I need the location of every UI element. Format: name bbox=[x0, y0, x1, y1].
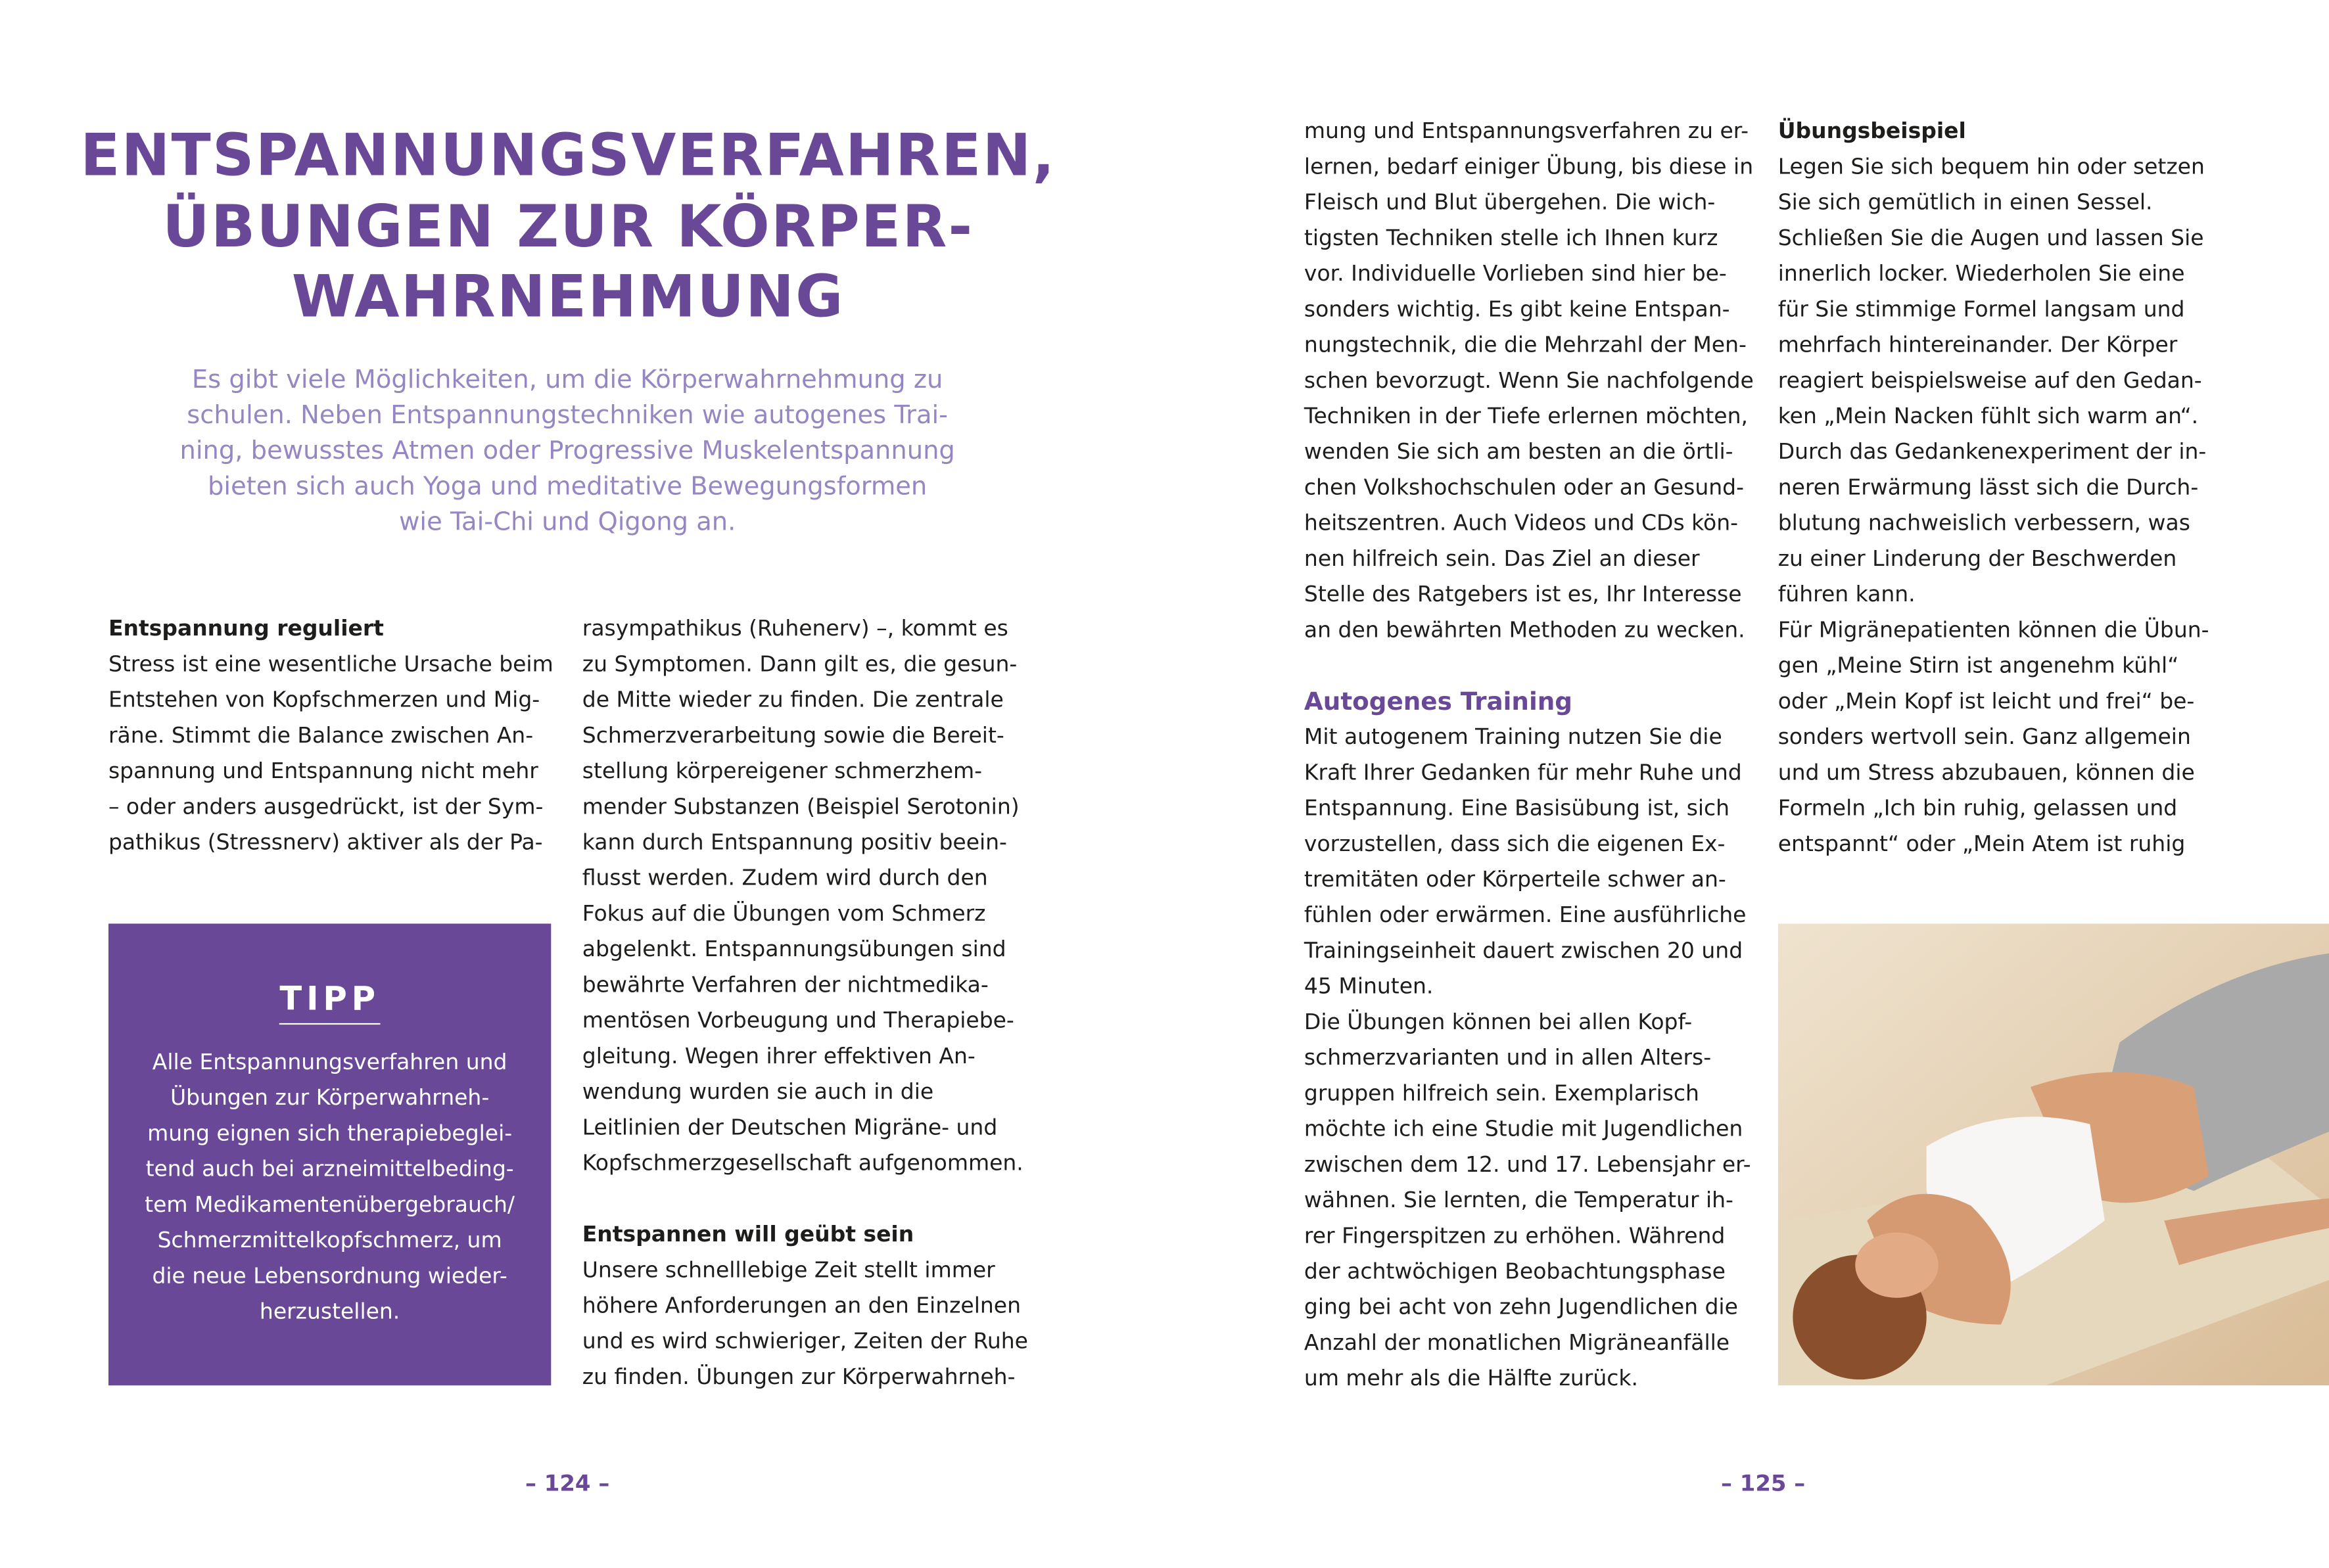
body-line: ken „Mein Nacken fühlt sich warm an“. bbox=[1777, 404, 2199, 430]
body-line: an den bewährten Methoden zu wecken. bbox=[1304, 617, 1745, 643]
tip-line: die neue Lebensordnung wieder- bbox=[152, 1263, 507, 1289]
body-line: blutung nachweislich verbessern, was bbox=[1777, 511, 2190, 536]
body-line: innerlich locker. Wiederholen Sie eine bbox=[1777, 261, 2185, 287]
title-line: WAHRNEHMUNG bbox=[291, 264, 845, 331]
body-line: Sie sich gemütlich in einen Sessel. bbox=[1777, 190, 2153, 216]
body-line: wenden Sie sich am besten an die örtli- bbox=[1304, 439, 1733, 465]
tip-line: tem Medikamentenübergebrauch/ bbox=[145, 1192, 515, 1218]
body-line: neren Erwärmung lässt sich die Durch- bbox=[1777, 475, 2199, 501]
body-line: rasympathikus (Ruhenerv) –, kommt es bbox=[582, 616, 1008, 642]
body-line: schmerzvarianten und in allen Alters- bbox=[1304, 1045, 1712, 1071]
body-line: vor. Individuelle Vorlieben sind hier be- bbox=[1304, 261, 1727, 287]
body-line: für Sie stimmige Formel langsam und bbox=[1777, 296, 2185, 323]
body-line: Für Migränepatienten können die Übun- bbox=[1777, 617, 2209, 643]
body-line: tremitäten oder Körperteile schwer an- bbox=[1304, 867, 1726, 893]
column-3 bbox=[1304, 114, 1772, 1397]
body-line: stellung körpereigener schmerzhem- bbox=[582, 758, 983, 785]
body-line: Entspannung. Eine Basisübung ist, sich bbox=[1304, 796, 1730, 821]
body-line: Stelle des Ratgebers ist es, Ihr Interesse bbox=[1304, 582, 1742, 608]
body-line: um mehr als die Hälfte zurück. bbox=[1304, 1366, 1638, 1392]
chapter-title bbox=[59, 122, 1077, 333]
body-line: wendung wurden sie auch in die bbox=[582, 1079, 934, 1105]
tip-line: Übungen zur Körperwahrneh- bbox=[170, 1085, 490, 1111]
body-line: führen kann. bbox=[1777, 582, 1916, 608]
column-2 bbox=[582, 612, 1050, 1396]
body-line: der achtwöchigen Beobachtungsphase bbox=[1304, 1259, 1726, 1285]
body-line: Legen Sie sich bequem hin oder setzen bbox=[1777, 154, 2205, 180]
intro-line: Es gibt viele Möglichkeiten, um die Körperwahrnehmung zu bbox=[191, 365, 943, 396]
body-line: lernen, bedarf einiger Übung, bis diese in bbox=[1304, 154, 1754, 180]
body-line: gen „Meine Stirn ist angenehm kühl“ bbox=[1777, 653, 2179, 679]
body-line: wähnen. Sie lernten, die Temperatur ih- bbox=[1304, 1188, 1733, 1214]
body-line: gleitung. Wegen ihrer effektiven An- bbox=[582, 1044, 976, 1069]
intro-line: ning, bewusstes Atmen oder Progressive Muskelentspannung bbox=[179, 436, 955, 467]
body-line: Kraft Ihrer Gedanken für mehr Ruhe und bbox=[1304, 760, 1742, 786]
tip-line: Schmerzmittelkopfschmerz, um bbox=[157, 1228, 502, 1254]
body-line: zu finden. Übungen zur Körperwahrneh- bbox=[582, 1364, 1016, 1390]
tip-line: herzustellen. bbox=[259, 1299, 400, 1325]
body-line: Anzahl der monatlichen Migräneanfälle bbox=[1304, 1330, 1730, 1356]
body-line: zu Symptomen. Dann gilt es, die gesun- bbox=[582, 651, 1018, 678]
body-line: räne. Stimmt die Balance zwischen An- bbox=[108, 723, 534, 749]
body-line: Entstehen von Kopfschmerzen und Mig- bbox=[108, 687, 540, 713]
body-line: mentösen Vorbeugung und Therapiebe- bbox=[582, 1008, 1014, 1034]
body-line: Trainingseinheit dauert zwischen 20 und bbox=[1304, 938, 1743, 964]
body-line: und es wird schwieriger, Zeiten der Ruhe bbox=[582, 1329, 1028, 1354]
body-line: kann durch Entspannung positiv beein- bbox=[582, 830, 1007, 856]
body-line: ging bei acht von zehn Jugendlichen die bbox=[1304, 1295, 1738, 1320]
woman-lying-on-mat-image bbox=[1778, 923, 2329, 1385]
intro-line: wie Tai-Chi und Qigong an. bbox=[399, 507, 736, 538]
body-line: gruppen hilfreich sein. Exemplarisch bbox=[1304, 1080, 1699, 1107]
body-line: bewährte Verfahren der nichtmedika- bbox=[582, 973, 989, 998]
body-line: Schmerzverarbeitung sowie die Bereit- bbox=[582, 723, 1004, 749]
body-line: abgelenkt. Entspannungsübungen sind bbox=[582, 936, 1006, 963]
body-line: spannung und Entspannung nicht mehr bbox=[108, 758, 538, 785]
paragraph-gap bbox=[1304, 649, 1772, 684]
body-line: möchte ich eine Studie mit Jugendlichen bbox=[1304, 1117, 1743, 1142]
body-line: – oder anders ausgedrückt, ist der Sym- bbox=[108, 794, 544, 820]
body-line: oder „Mein Kopf ist leicht und frei“ be- bbox=[1777, 689, 2195, 714]
body-line: vorzustellen, dass sich die eigenen Ex- bbox=[1304, 831, 1726, 857]
body-line: de Mitte wieder zu finden. Die zentrale bbox=[582, 687, 1004, 713]
body-line: Mit autogenem Training nutzen Sie die bbox=[1304, 724, 1722, 750]
body-line: pathikus (Stressnerv) aktiver als der Pa- bbox=[108, 830, 543, 856]
body-line: mender Substanzen (Beispiel Serotonin) bbox=[582, 794, 1020, 820]
body-line: flusst werden. Zudem wird durch den bbox=[582, 865, 988, 891]
tip-title: TIPP bbox=[279, 980, 379, 1025]
body-line: entspannt“ oder „Mein Atem ist ruhig bbox=[1777, 831, 2186, 857]
body-line: Durch das Gedankenexperiment der in- bbox=[1777, 439, 2207, 465]
column-1 bbox=[108, 612, 576, 862]
title-line: ENTSPANNUNGSVERFAHREN, bbox=[80, 123, 1056, 191]
tip-line: Alle Entspannungsverfahren und bbox=[152, 1049, 507, 1075]
body-line: mehrfach hintereinander. Der Körper bbox=[1777, 333, 2178, 358]
body-line: chen Volkshochschulen oder an Gesund- bbox=[1304, 475, 1744, 501]
body-line: tigsten Techniken stelle ich Ihnen kurz bbox=[1304, 225, 1718, 251]
body-line: schen bevorzugt. Wenn Sie nachfolgende bbox=[1304, 368, 1754, 394]
relaxation-photo bbox=[1778, 923, 2329, 1385]
tip-box bbox=[108, 923, 551, 1385]
body-line: Die Übungen können bei allen Kopf- bbox=[1304, 1009, 1693, 1035]
body-line: rer Fingerspitzen zu erhöhen. Während bbox=[1304, 1223, 1726, 1249]
body-line: heitszentren. Auch Videos und CDs kön- bbox=[1304, 511, 1739, 536]
body-line: Techniken in der Tiefe erlernen möchten, bbox=[1304, 404, 1748, 430]
intro-line: bieten sich auch Yoga und meditative Bewegungsformen bbox=[208, 472, 928, 502]
body-line: sonders wertvoll sein. Ganz allgemein bbox=[1777, 724, 2191, 750]
body-line: zu einer Linderung der Beschwerden bbox=[1777, 546, 2177, 572]
body-line: höhere Anforderungen an den Einzelnen bbox=[582, 1293, 1021, 1319]
page-number-left: – 124 – bbox=[525, 1470, 610, 1497]
body-line: Kopfschmerzgesellschaft aufgenommen. bbox=[582, 1151, 1023, 1176]
body-line: Formeln „Ich bin ruhig, gelassen und bbox=[1777, 796, 2178, 821]
tip-body bbox=[108, 1046, 551, 1331]
paragraph-gap bbox=[582, 1182, 1050, 1218]
body-line: mung und Entspannungsverfahren zu er- bbox=[1304, 118, 1749, 145]
body-line: nungstechnik, die die Mehrzahl der Men- bbox=[1304, 333, 1747, 358]
body-line: reagiert beispielsweise auf den Gedan- bbox=[1777, 368, 2202, 394]
body-line: Schließen Sie die Augen und lassen Sie bbox=[1777, 225, 2204, 251]
body-line: fühlen oder erwärmen. Eine ausführliche bbox=[1304, 902, 1747, 929]
section-heading: Entspannen will geübt sein bbox=[582, 1222, 914, 1248]
body-line: Unsere schnelllebige Zeit stellt immer bbox=[582, 1257, 995, 1283]
body-line: Fokus auf die Übungen vom Schmerz bbox=[582, 901, 986, 927]
body-line: zwischen dem 12. und 17. Lebensjahr er- bbox=[1304, 1152, 1751, 1178]
body-line: Fleisch und Blut übergehen. Die wich- bbox=[1304, 190, 1716, 216]
column-4 bbox=[1778, 114, 2246, 863]
body-line: Leitlinien der Deutschen Migräne- und bbox=[582, 1115, 998, 1141]
body-line: sonders wichtig. Es gibt keine Entspan- bbox=[1304, 296, 1730, 323]
tip-line: tend auch bei arzneimittelbeding- bbox=[145, 1157, 514, 1182]
intro-line: schulen. Neben Entspannungstechniken wie autogenes Trai- bbox=[187, 401, 949, 431]
body-line: Stress ist eine wesentliche Ursache beim bbox=[108, 651, 553, 678]
tip-line: mung eignen sich therapiebeglei- bbox=[147, 1120, 513, 1147]
section-heading: Übungsbeispiel bbox=[1777, 118, 1966, 145]
section-heading: Autogenes Training bbox=[1304, 687, 1572, 716]
title-line: ÜBUNGEN ZUR KÖRPER- bbox=[162, 193, 974, 261]
body-line: nen hilfreich sein. Das Ziel an dieser bbox=[1304, 546, 1700, 572]
body-line: und um Stress abzubauen, können die bbox=[1777, 760, 2195, 786]
page-number-right: – 125 – bbox=[1720, 1470, 1806, 1497]
section-heading: Entspannung reguliert bbox=[108, 616, 384, 642]
intro-text bbox=[122, 362, 1013, 540]
body-line: 45 Minuten. bbox=[1304, 974, 1434, 1000]
